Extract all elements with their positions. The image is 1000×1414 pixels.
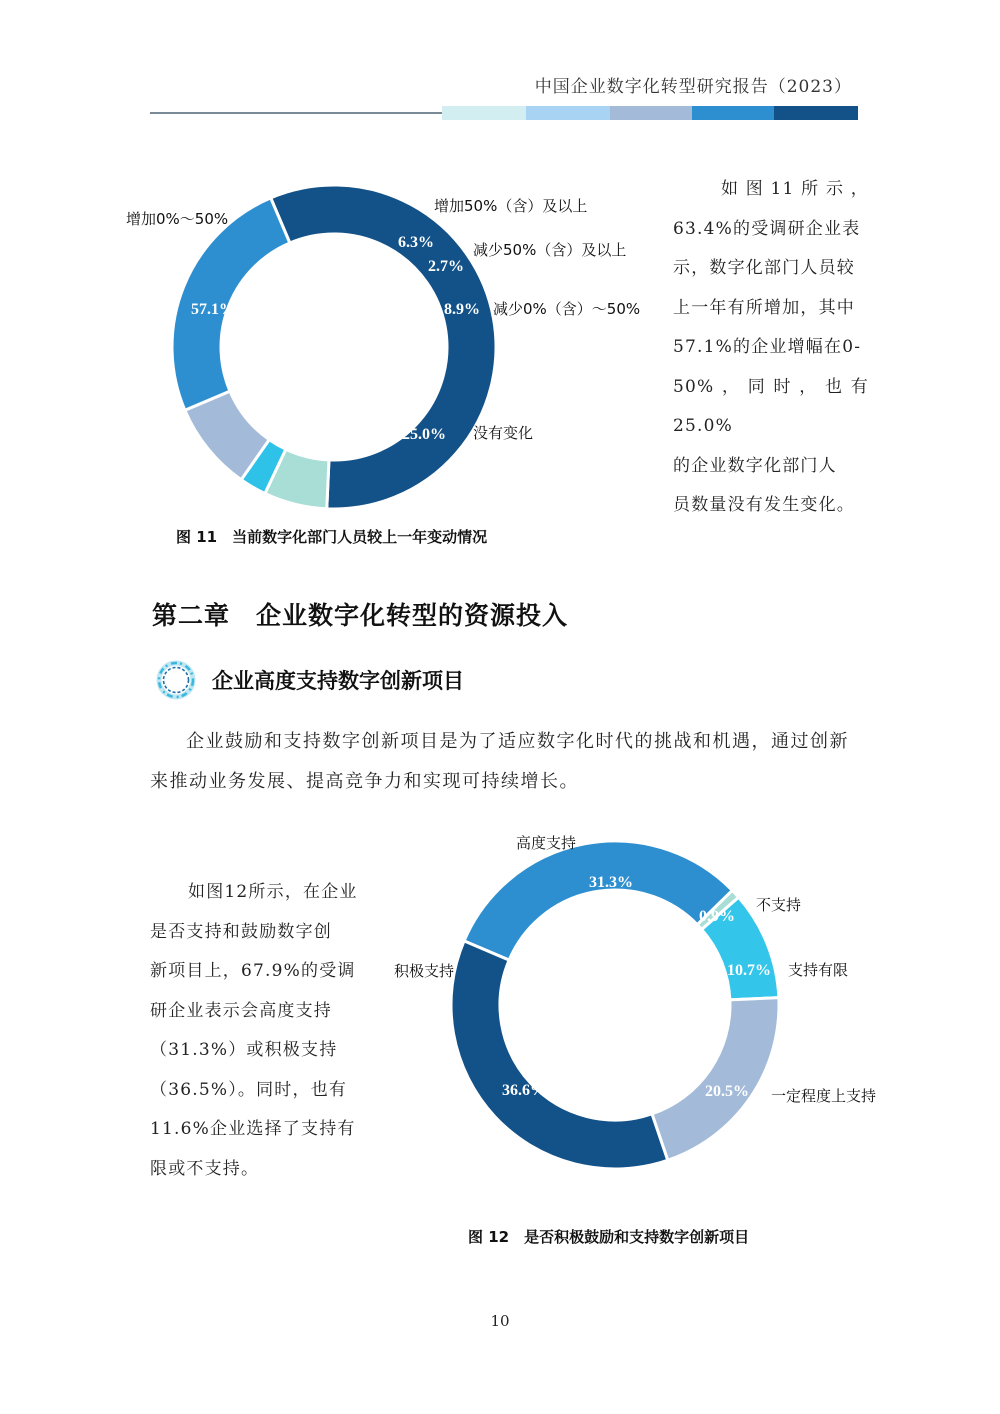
chart12-slice-1 xyxy=(464,841,732,960)
body-paragraph: 企业鼓励和支持数字创新项目是为了适应数字化时代的挑战和机遇，通过创新来推动业务发展、提高竞争力和实现可持续增长。 xyxy=(150,731,849,792)
page-number: 10 xyxy=(490,1312,510,1330)
figure11-description-line: 员数量没有发生变化。 xyxy=(673,495,855,515)
chart11-slices xyxy=(172,185,496,509)
chart11-value-label-1: 57.1% xyxy=(191,301,235,318)
chart12-value-label-5: 36.6% xyxy=(502,1082,546,1099)
figure12-description-line: 新项目上，67.9%的受调 xyxy=(150,961,356,981)
figure11-description-line: 63.4%的受调研企业表 xyxy=(673,218,861,239)
figure12-description-line: 是否支持和鼓励数字创 xyxy=(150,921,332,942)
figure11-description xyxy=(673,170,869,526)
chart12-value-label-3: 10.7% xyxy=(727,962,771,979)
figure12-description-line: （31.3%）或积极支持 xyxy=(150,1040,338,1060)
header-band-3 xyxy=(610,106,692,120)
figure11-donut-chart xyxy=(100,170,660,510)
figure11-caption: 图 11 当前数字化部门人员较上一年变动情况 xyxy=(176,528,488,546)
header-rule xyxy=(150,112,442,114)
figure11-description-line: 如 图 11 所 示 ， xyxy=(720,179,869,199)
chart11-category-label-3: 减少50%（含）及以上 xyxy=(473,241,627,259)
figure12-caption: 图 12 是否积极鼓励和支持数字创新项目 xyxy=(468,1228,750,1246)
chart11-category-label-1: 增加0%～50% xyxy=(126,210,229,228)
header-band-4 xyxy=(692,106,774,120)
chart12-category-label-2: 不支持 xyxy=(756,896,802,914)
header-band-5 xyxy=(774,106,858,120)
section-title: 企业高度支持数字创新项目 xyxy=(212,669,464,693)
figure12-description-line: （36.5%）。同时，也有 xyxy=(150,1079,348,1100)
header-band-1 xyxy=(442,106,526,120)
figure11-description-line: 57.1%的企业增幅在0- xyxy=(673,337,862,357)
figure11-description-line: 的企业数字化部门人 xyxy=(673,455,837,476)
figure11-description-line: 50%，同时，也有25.0% xyxy=(673,376,869,436)
chart11-value-label-5: 25.0% xyxy=(402,426,446,443)
figure12-description-line: 限或不支持。 xyxy=(150,1158,260,1179)
chart11-value-label-2: 6.3% xyxy=(398,234,434,251)
figure12-description xyxy=(150,873,364,1189)
chart12-category-label-1: 高度支持 xyxy=(516,834,577,852)
chart12-category-label-5: 积极支持 xyxy=(394,962,455,980)
chart12-value-label-4: 20.5% xyxy=(705,1083,749,1100)
figure12-donut-chart xyxy=(380,825,920,1175)
chart12-slice-4 xyxy=(652,998,779,1161)
chapter-title: 第二章 企业数字化转型的资源投入 xyxy=(152,601,569,630)
figure11-description-line: 示，数字化部门人员较 xyxy=(673,258,855,278)
header-band-2 xyxy=(526,106,610,120)
figure12-description-line: 11.6%企业选择了支持有 xyxy=(150,1119,356,1139)
figure12-description-line: 研企业表示会高度支持 xyxy=(150,1000,332,1021)
chart12-category-label-4: 一定程度上支持 xyxy=(771,1087,877,1105)
chart12-value-label-2: 0.9% xyxy=(699,908,735,925)
chart11-category-label-4: 减少0%（含）～50% xyxy=(493,300,641,318)
chart12-category-label-3: 支持有限 xyxy=(788,961,849,979)
chart12-value-label-1: 31.3% xyxy=(589,874,633,891)
figure12-description-line: 如图12所示，在企业 xyxy=(188,882,358,902)
figure11-description-line: 上一年有所增加，其中 xyxy=(673,297,855,318)
chart12-slice-5 xyxy=(451,941,668,1169)
header-title: 中国企业数字化转型研究报告（2023） xyxy=(534,77,852,97)
section-ring-icon xyxy=(155,659,197,701)
chart11-category-label-5: 没有变化 xyxy=(473,424,534,442)
chart11-category-label-2: 增加50%（含）及以上 xyxy=(434,197,588,215)
chart11-value-label-3: 2.7% xyxy=(428,258,464,275)
chart11-value-label-4: 8.9% xyxy=(444,301,480,318)
